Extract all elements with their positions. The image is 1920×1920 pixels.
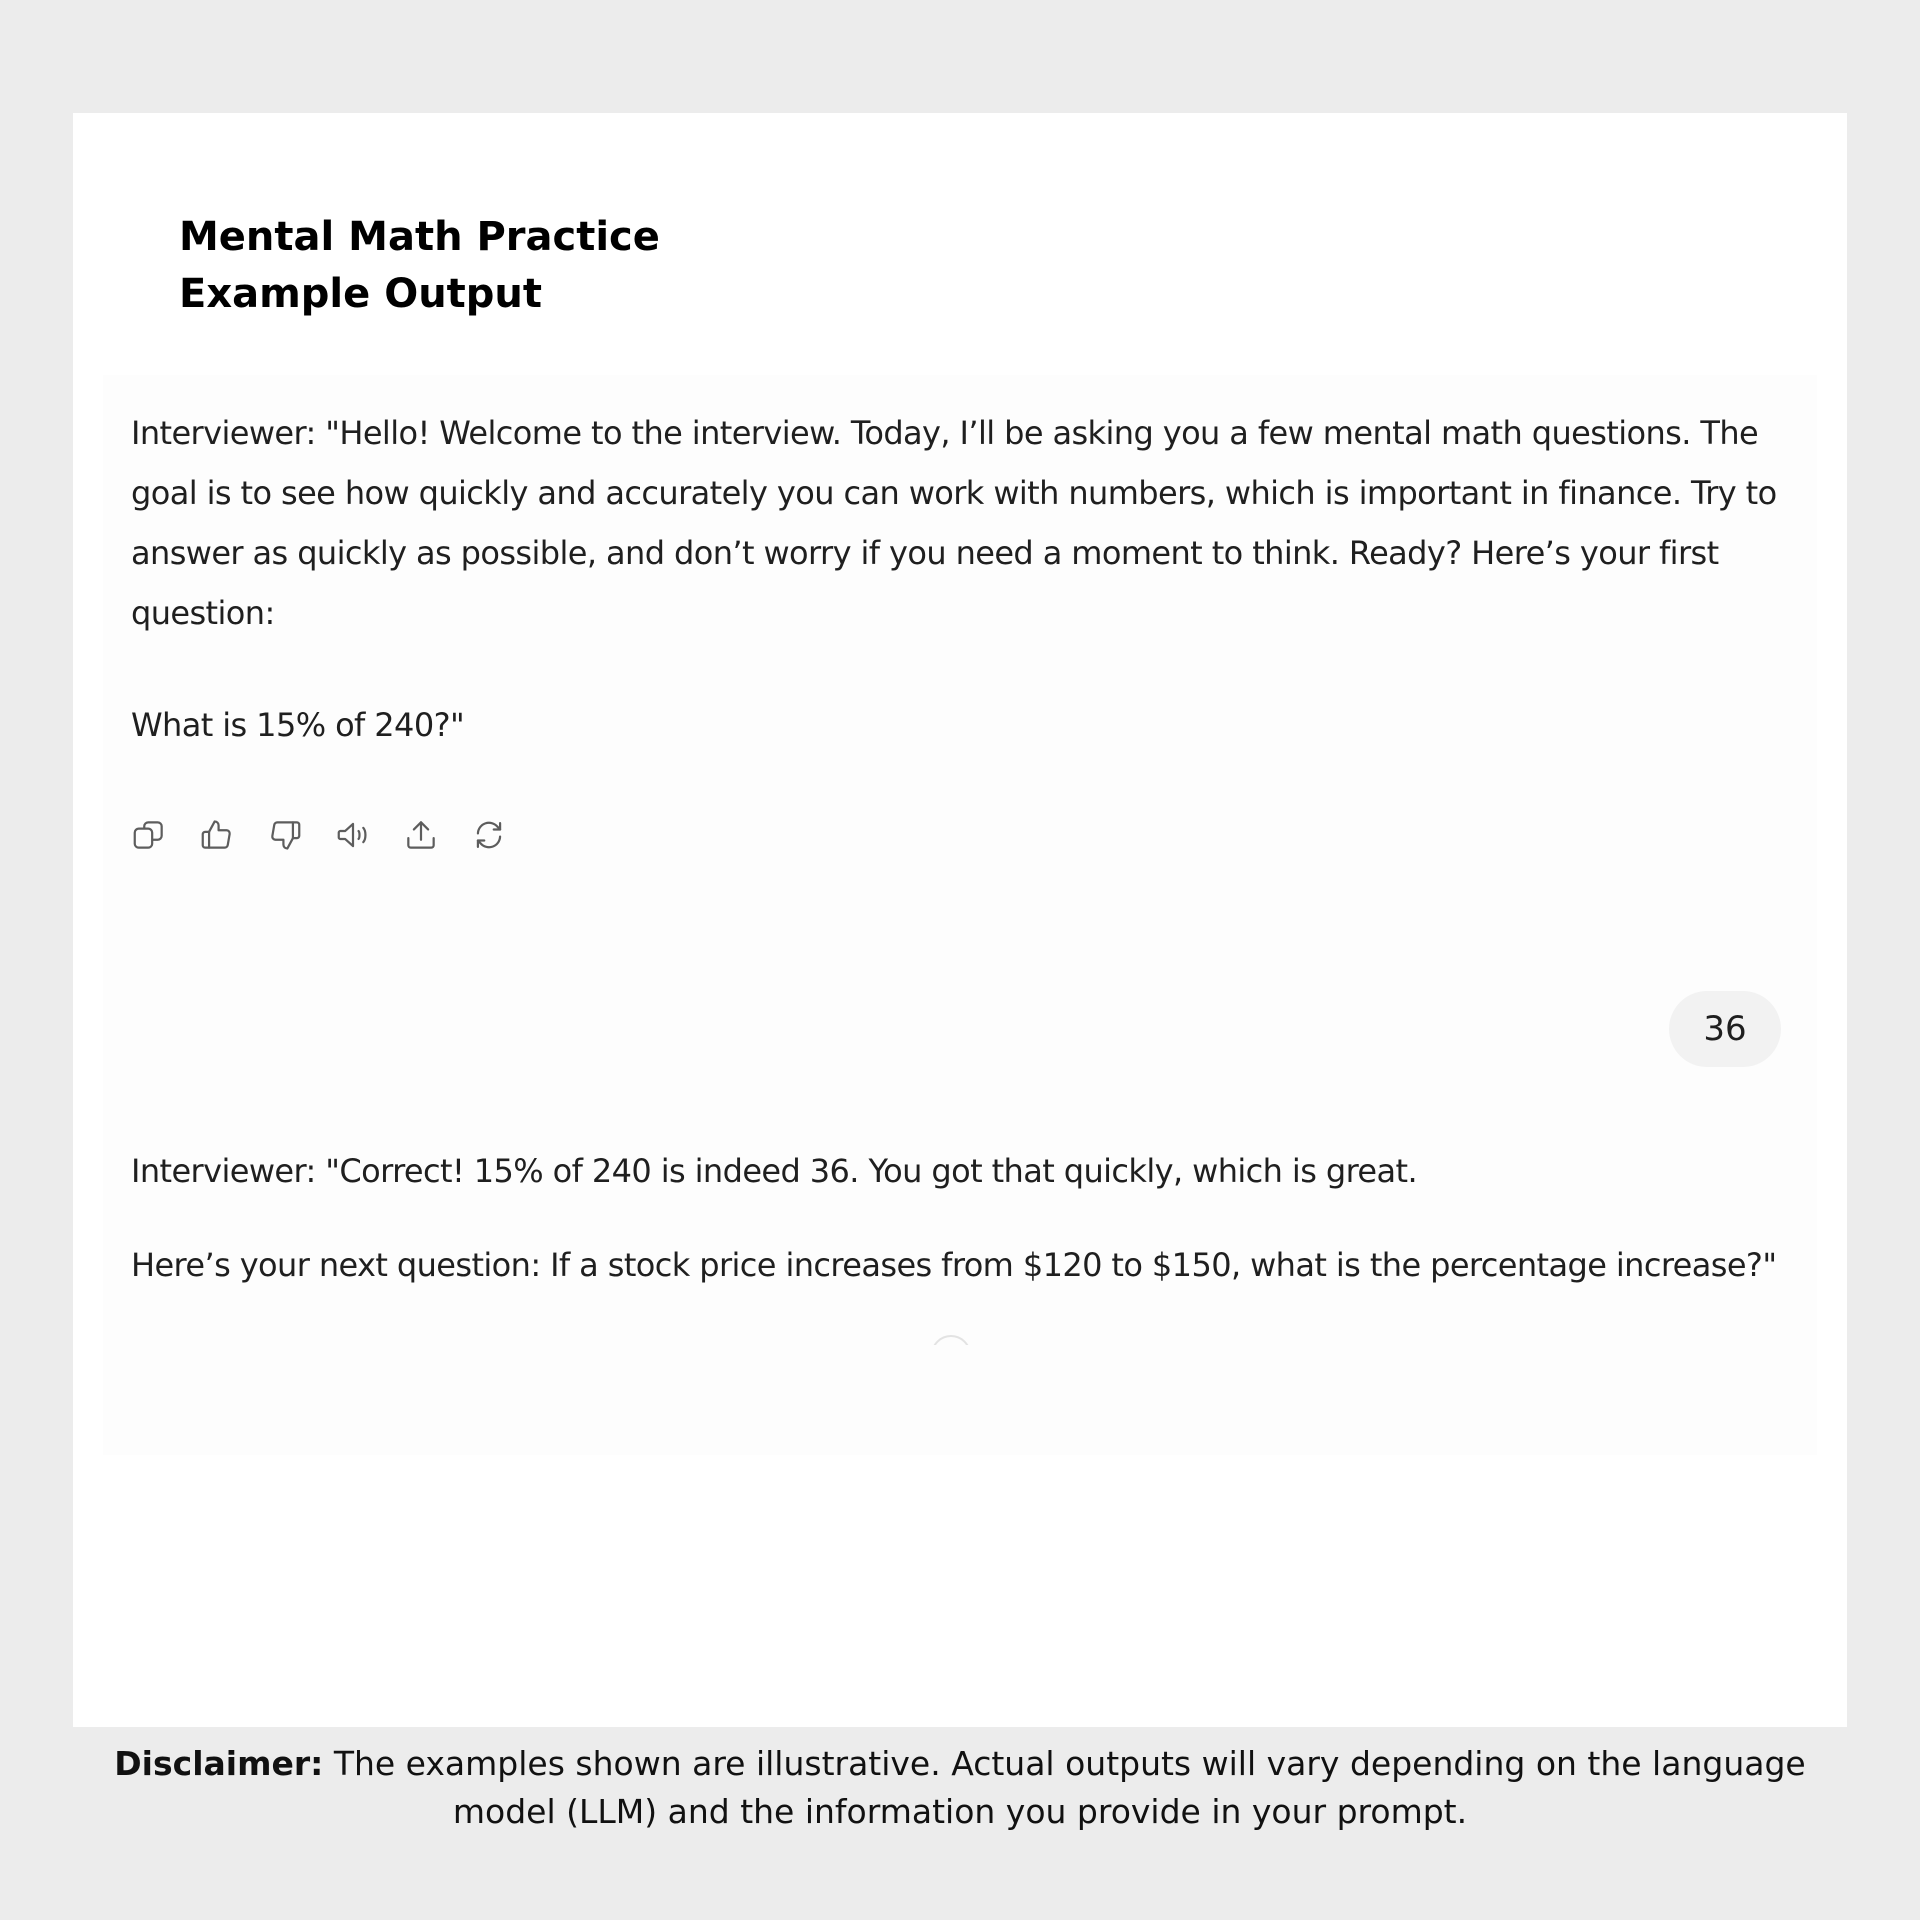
- disclaimer: [73, 1740, 1847, 1836]
- copy-icon[interactable]: [129, 815, 169, 855]
- disclaimer-label: Disclaimer:: [114, 1744, 324, 1783]
- title-line-1: Mental Math Practice: [179, 214, 660, 260]
- read-aloud-icon[interactable]: [333, 815, 373, 855]
- disclaimer-text: The examples shown are illustrative. Actual outputs will vary depending on the language model (LLM) and the information you provide in your prompt.: [323, 1744, 1806, 1831]
- message-actions-bar: [129, 815, 509, 855]
- assistant-message-question: What is 15% of 240?": [131, 706, 465, 744]
- assistant-message-next-question: Here’s your next question: If a stock price increases from $120 to $150, what is the percentage increase?": [131, 1246, 1777, 1284]
- example-card: [73, 113, 1847, 1727]
- thumbs-up-icon[interactable]: [197, 815, 237, 855]
- assistant-message-feedback: Interviewer: "Correct! 15% of 240 is indeed 36. You got that quickly, which is great.: [131, 1152, 1418, 1190]
- chat-transcript: [103, 375, 1817, 1455]
- thumbs-down-icon[interactable]: [265, 815, 305, 855]
- user-message-bubble: 36: [1669, 991, 1781, 1067]
- loading-spinner-icon: [931, 1335, 975, 1345]
- regenerate-icon[interactable]: [469, 815, 509, 855]
- share-icon[interactable]: [401, 815, 441, 855]
- title-line-2: Example Output: [179, 271, 543, 317]
- page-title: [179, 209, 660, 323]
- assistant-message-intro: Interviewer: "Hello! Welcome to the interview. Today, I’ll be asking you a few mental math questions. The goal is to see how quickly and accurately you can work with numbers, which is important in finance. Try to answer as quickly as possible, and don’t worry if you need a moment to think. Ready? Here’s your first question:: [131, 414, 1777, 632]
